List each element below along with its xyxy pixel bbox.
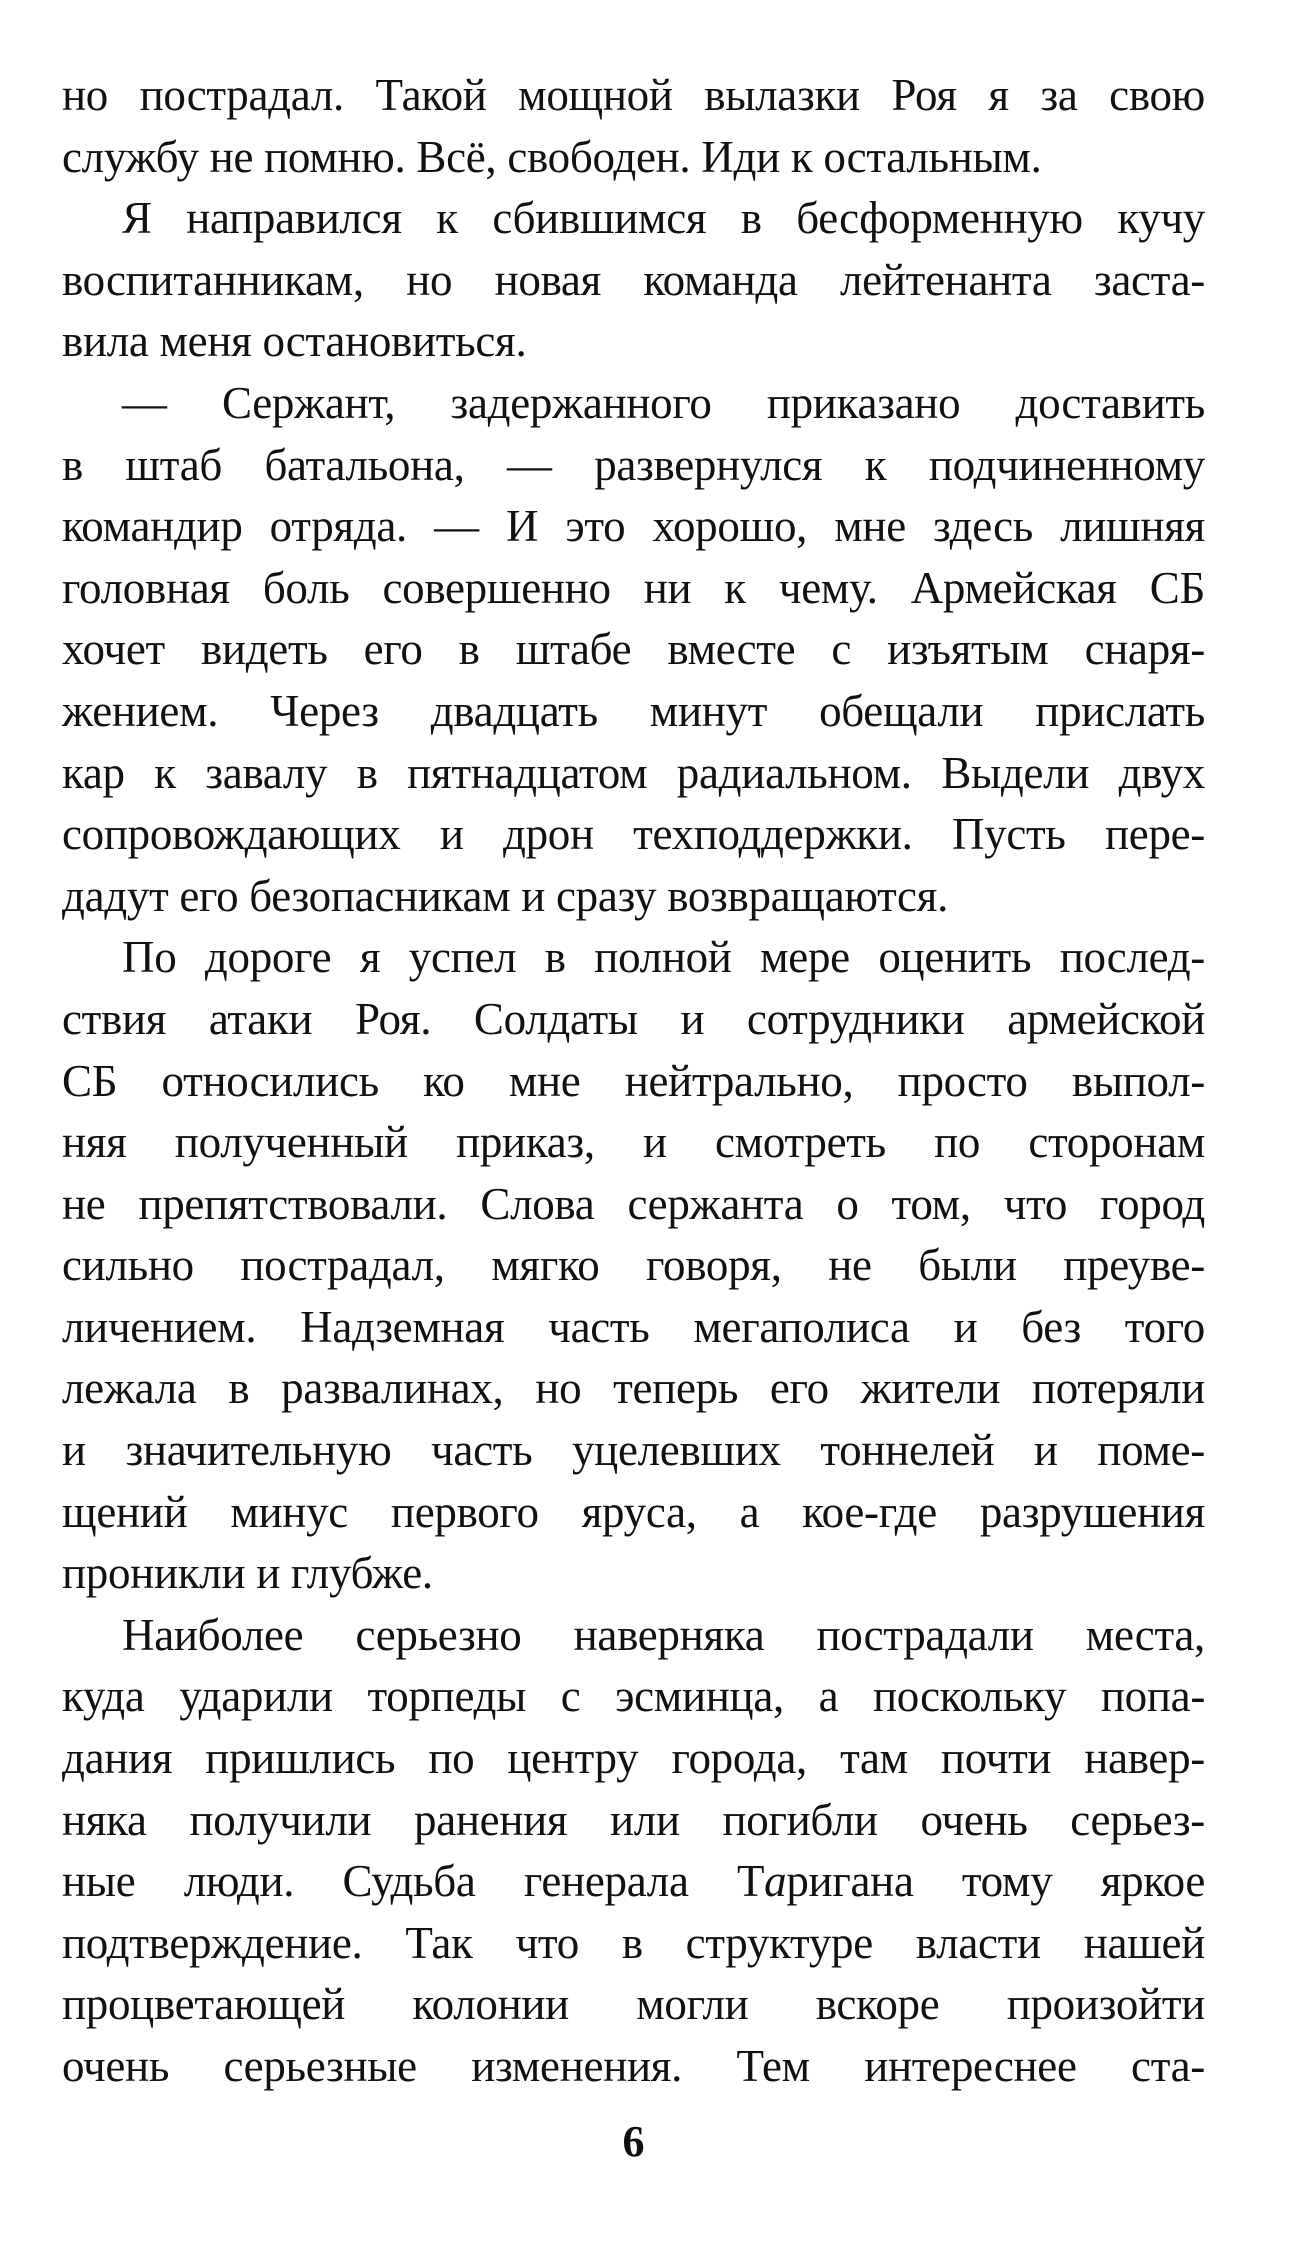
text-line: кар к завалу в пятнадцатом радиальном. Выдели двух bbox=[62, 747, 1205, 798]
page-number bbox=[0, 2112, 1299, 2172]
text-line: жением. Через двадцать минут обещали прислать bbox=[62, 685, 1205, 736]
text-line: вила меня остановиться. bbox=[62, 316, 527, 367]
text-line: и значительную часть уцелевших тоннелей и поме- bbox=[62, 1425, 1205, 1476]
text-line: СБ относились ко мне нейтрально, просто выпол- bbox=[62, 1055, 1205, 1106]
text-line: Наиболее серьезно наверняка пострадали места, bbox=[122, 1609, 1205, 1660]
text-segment: ные люди. Судьба генерала Т bbox=[62, 1856, 765, 1907]
text-line: куда ударили торпеды с эсминца, а поскольку попа- bbox=[62, 1671, 1205, 1722]
text-line: хочет видеть его в штабе вместе с изъятым снаря- bbox=[62, 624, 1205, 675]
text-line: головная боль совершенно ни к чему. Армейская СБ bbox=[62, 562, 1205, 613]
text-line: проникли и глубже. bbox=[62, 1548, 433, 1599]
text-line bbox=[62, 1851, 1205, 1913]
text-line: По дороге я успел в полной мере оценить послед- bbox=[122, 932, 1205, 983]
text-line: воспитанникам, но новая команда лейтенанта заста- bbox=[62, 254, 1205, 305]
text-line: Я направился к сбившимся в бесформенную кучу bbox=[122, 193, 1205, 244]
text-line: но пострадал. Такой мощной вылазки Роя я за свою bbox=[62, 70, 1205, 120]
text-line: дадут его безопасникам и сразу возвращаются. bbox=[62, 870, 949, 921]
text-line: дания пришлись по центру города, там почти навер- bbox=[62, 1733, 1205, 1784]
text-line: — Сержант, задержанного приказано доставить bbox=[122, 377, 1205, 428]
page-number-value: 6 bbox=[622, 2117, 645, 2166]
text-line: няя полученный приказ, и смотреть по сторонам bbox=[62, 1117, 1205, 1168]
text-line: ствия атаки Роя. Солдаты и сотрудники армейской bbox=[62, 993, 1205, 1044]
text-line: в штаб батальона, — развернулся к подчиненному bbox=[62, 439, 1205, 490]
text-line: няка получили ранения или погибли очень серьез- bbox=[62, 1794, 1205, 1845]
text-segment: ригана тому яркое bbox=[786, 1856, 1205, 1907]
italic-stress-letter: а bbox=[764, 1856, 787, 1907]
body-text bbox=[62, 65, 1205, 2098]
text-line: лежала в развалинах, но теперь его жители потеряли bbox=[62, 1363, 1205, 1414]
text-line: службу не помню. Всё, свободен. Иди к остальным. bbox=[62, 131, 1042, 182]
text-line: очень серьезные изменения. Тем интереснее ста- bbox=[62, 2041, 1205, 2091]
text-line: личением. Надземная часть мегаполиса и без того bbox=[62, 1301, 1205, 1352]
text-line: подтверждение. Так что в структуре власти нашей bbox=[62, 1917, 1205, 1968]
text-line: не препятствовали. Слова сержанта о том, что город bbox=[62, 1178, 1205, 1229]
text-line: командир отряда. — И это хорошо, мне здесь лишняя bbox=[62, 501, 1205, 552]
text-line: сильно пострадал, мягко говоря, не были преуве- bbox=[62, 1240, 1205, 1291]
text-line: процветающей колонии могли вскоре произойти bbox=[62, 1979, 1205, 2030]
text-line: сопровождающих и дрон техподдержки. Пусть пере- bbox=[62, 809, 1205, 860]
text-line: щений минус первого яруса, а кое-где разрушения bbox=[62, 1486, 1205, 1537]
